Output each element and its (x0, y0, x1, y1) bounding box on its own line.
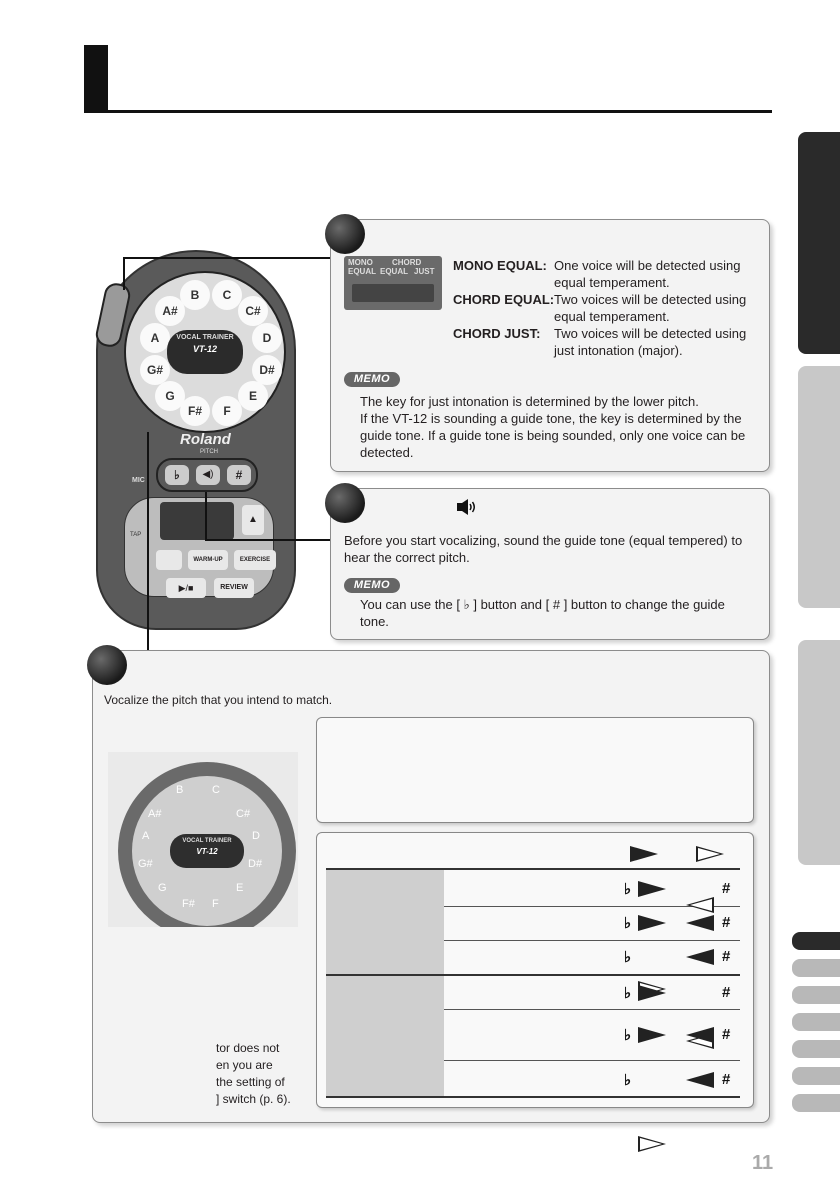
row-divider-2 (444, 940, 740, 941)
row6-sharp-label: # (722, 1071, 731, 1088)
row3-right-dark-icon (686, 949, 714, 965)
row6-flat-label: ♭ (624, 1072, 632, 1089)
detail-note-d: D (252, 830, 260, 842)
partial-line-4: ] switch (p. 6). (216, 1092, 291, 1106)
model-line-2: VT-12 (192, 344, 217, 354)
table-bottom-rule (326, 1096, 740, 1098)
mono-equal-desc-1: One voice will be detected using (554, 258, 741, 273)
switch-label-just: JUST (414, 267, 435, 276)
row3-flat-label: ♭ (624, 949, 632, 966)
mono-equal-desc-2: equal temperament. (554, 275, 670, 290)
row4-left-dark-icon (638, 985, 666, 1001)
note-g-sharp: G# (140, 355, 170, 385)
row2-sharp-label: # (722, 914, 731, 931)
detail-model-line-1: VOCAL TRAINER (182, 838, 232, 844)
row1-flat-label: ♭ (624, 881, 632, 898)
row3-sharp-label: # (722, 948, 731, 965)
group-1-label-cell (326, 870, 444, 975)
exercise-button[interactable]: EXERCISE (234, 550, 276, 570)
row4-sharp-label: # (722, 984, 731, 1001)
row5-flat-label: ♭ (624, 1027, 632, 1044)
mono-equal-label: MONO EQUAL: (453, 258, 547, 273)
switch-label-mono: MONO (348, 258, 373, 267)
row5-right-dark-icon (686, 1027, 714, 1043)
row2-left-dark-icon (638, 915, 666, 931)
note-a: A (140, 323, 170, 353)
note-f: F (212, 396, 242, 426)
model-line-1: VOCAL TRAINER (176, 334, 234, 341)
pitch-intro: Vocalize the pitch that you intend to match. (104, 693, 333, 707)
chord-equal-label: CHORD EQUAL: (453, 292, 555, 307)
sharp-button[interactable]: # (227, 465, 251, 485)
note-c: C (212, 280, 242, 310)
legend-dark-triangle-icon (630, 846, 658, 862)
note-e: E (238, 381, 268, 411)
detail-note-f-sharp: F# (182, 898, 195, 910)
switch-label-chord: CHORD (392, 258, 422, 267)
row-divider-4 (444, 1060, 740, 1061)
note-b: B (180, 280, 210, 310)
callout-number-circle-3 (87, 645, 127, 685)
guide-text-1: Before you start vocalizing, sound the guide tone (equal tempered) to (344, 533, 743, 548)
note-d: D (252, 323, 282, 353)
guide-text-2: hear the correct pitch. (344, 550, 470, 565)
detail-note-d-sharp: D# (248, 858, 263, 870)
review-button[interactable]: REVIEW (214, 578, 254, 598)
row5-left-dark-icon (638, 1027, 666, 1043)
switch-label-equal: EQUAL (348, 267, 376, 276)
chord-equal-desc-2: equal temperament. (554, 309, 670, 324)
memo-line-1: The key for just intonation is determined by the lower pitch. (360, 394, 699, 409)
detail-note-e: E (236, 882, 244, 894)
guide-tone-button[interactable]: ◀) (196, 465, 220, 485)
memo-line-4: detected. (360, 445, 414, 460)
brand-logo: Roland (180, 431, 231, 448)
dial-detail-photo (108, 752, 298, 927)
detail-note-g-sharp: G# (138, 858, 153, 870)
memo-badge-2: MEMO (344, 578, 400, 593)
play-stop-button[interactable]: ▶/■ (166, 578, 206, 598)
row5-sharp-label: # (722, 1026, 731, 1043)
switch-label-equal-2: EQUAL (380, 267, 408, 276)
detail-note-c-sharp: C# (236, 808, 251, 820)
note-g: G (155, 381, 185, 411)
partial-line-1: tor does not (216, 1041, 280, 1055)
memo-line-2: If the VT-12 is sounding a guide tone, the key is determined by the (360, 411, 742, 426)
note-f-sharp: F# (180, 396, 210, 426)
partial-line-2: en you are (216, 1058, 273, 1072)
row6-right-dark-icon (686, 1072, 714, 1088)
chord-just-desc-2: just intonation (major). (554, 343, 683, 358)
group-divider (326, 974, 740, 976)
note-a-sharp: A# (155, 296, 185, 326)
mic-label: MIC (132, 477, 145, 484)
pitch-label: PITCH (200, 449, 218, 455)
row4-flat-label: ♭ (624, 985, 632, 1002)
chord-just-desc-1: Two voices will be detected using (554, 326, 747, 341)
row2-flat-label: ♭ (624, 915, 632, 932)
row1-left-dark-icon (638, 881, 666, 897)
memo-badge: MEMO (344, 372, 400, 387)
row-divider-3 (444, 1009, 740, 1010)
flat-button[interactable]: ♭ (165, 465, 189, 485)
detail-note-a-sharp: A# (148, 808, 162, 820)
row1-sharp-label: # (722, 880, 731, 897)
tap-label: TAP (130, 532, 142, 538)
guide-memo-line-2: tone. (360, 614, 389, 629)
detail-dial-center (170, 834, 244, 868)
note-c-sharp: C# (238, 296, 268, 326)
row2-right-dark-icon (686, 915, 714, 931)
detail-note-c: C (212, 784, 220, 796)
detail-note-f: F (212, 898, 219, 910)
detail-note-a: A (142, 830, 150, 842)
group-2-label-cell (326, 975, 444, 1097)
detail-note-b: B (176, 784, 184, 796)
page-number: 11 (752, 1152, 774, 1174)
memo-line-3: guide tone. If a guide tone is being sounded, only one voice can be (360, 428, 746, 443)
guide-memo-line-1: You can use the [ ♭ ] button and [ # ] button to change the guide (360, 597, 725, 612)
partial-line-3: the setting of (216, 1075, 285, 1089)
legend-light-triangle-icon (696, 846, 724, 862)
row1-right-light-icon (686, 897, 714, 913)
detail-note-g: G (158, 882, 167, 894)
chord-equal-desc-1: Two voices will be detected using (554, 292, 747, 307)
detail-model-line-2: VT-12 (196, 847, 218, 856)
warmup-button[interactable]: WARM-UP (188, 550, 228, 570)
row6-left-light-icon (638, 1136, 666, 1152)
note-d-sharp: D# (252, 355, 282, 385)
note-bubble (316, 717, 754, 823)
chord-just-label: CHORD JUST: (453, 326, 541, 341)
up-button[interactable]: ▲ (242, 505, 264, 535)
